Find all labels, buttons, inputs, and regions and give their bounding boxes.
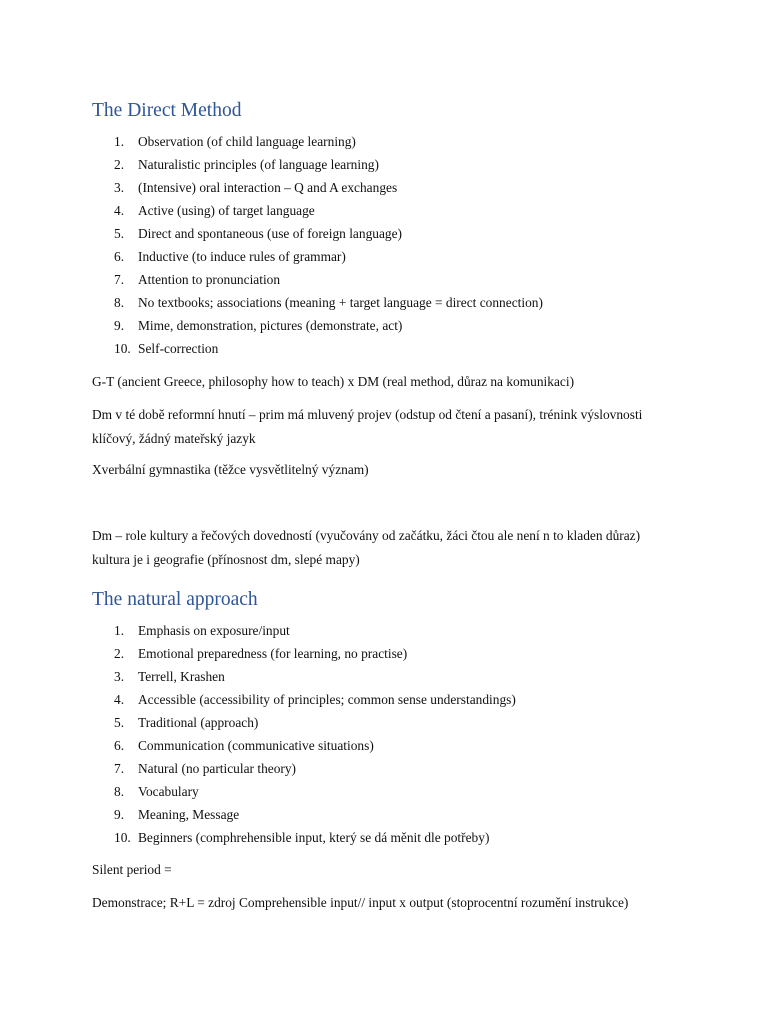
section-heading-natural-approach: The natural approach <box>92 589 258 610</box>
paragraph-dm-culture: Dm – role kultury a řečových dovedností (vyučovány od začátku, žáci čtou ale není n to kladen důraz) kultura je i geografie (přínosnost dm, slepé mapy) <box>92 528 641 567</box>
paragraph-dm-reform: Dm v té době reformní hnutí – prim má mluvený projev (odstup od čtení a pasaní), trénink výslovnosti klíčový, žádný mateřský jazyk <box>92 407 643 446</box>
document-page: The Direct Method 1. Observation (of child language learning) 2. Naturalistic principles (of language learning) 3. (Intensive) oral interaction – Q and A exchanges 4. Active (using) of target language 5. Direct and spontaneous (use of foreign language) 6. Inductive (to induce rules of grammar) 7. Attention to pronunciation 8. No textbooks; associations (meaning + target language = direct connection) 9. Mime, demonstration, pictures (demonstrate, act) 10. Self-correction G-T (ancient Greece, philosophy how to teach) x DM (real method, důraz na komunikaci) Dm v té době reformní hnutí – prim má mluvený projev (odstup od čtení a pasaní), trénink výslovnosti klíčový, žádný mateřský jazyk Xverbální gymnastika (těžce vysvětlitelný význam) Dm – role kultury a řečových dovedností (vyučovány od začátku, žáci čtou ale není n to kladen důraz) kultura je i geografie (přínosnost dm, slepé mapy) The natural approach 1. Emphasis on exposure/input 2. Emotional preparedness (for learning, no practise) 3. Terrell, Krashen 4. Accessible (accessibility of principles; common sense understandings) 5. Traditional (approach) 6. Communication (communicative situations) 7. Natural (no particular theory) 8. Vocabulary 9. Meaning, Message 10. Beginners (comphrehensible input, který se dá měnit dle potřeby) Silent period = Demonstrace; R+L = zdroj Comprehensible input// input x output (stoprocentní rozumění instrukce) <box>0 0 768 1024</box>
section-heading-direct-method: The Direct Method <box>92 100 242 121</box>
paragraph-silent-period: Silent period = <box>92 862 172 877</box>
paragraph-xverbal: Xverbální gymnastika (těžce vysvětlitelný význam) <box>92 462 369 477</box>
paragraph-demonstrace: Demonstrace; R+L = zdroj Comprehensible input// input x output (stoprocentní rozumění instrukce) <box>92 895 629 910</box>
paragraph-gt-vs-dm: G-T (ancient Greece, philosophy how to teach) x DM (real method, důraz na komunikaci) <box>92 374 575 389</box>
